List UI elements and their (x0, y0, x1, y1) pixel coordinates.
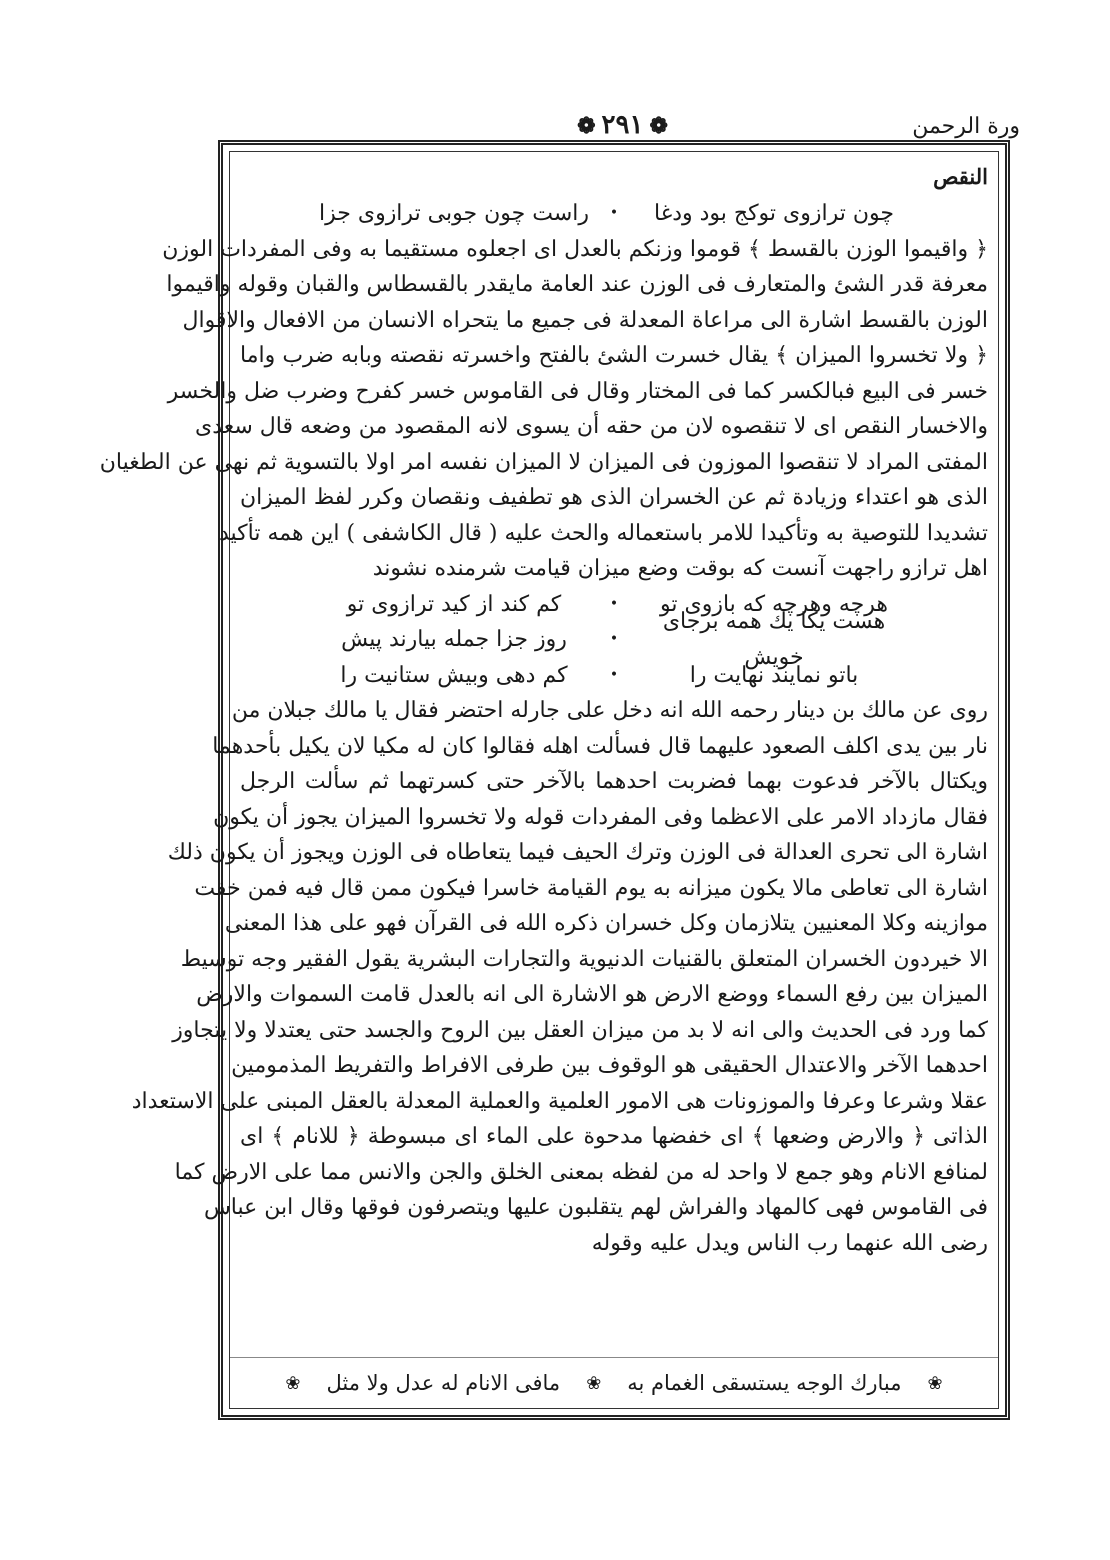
hemistich: كم دهى وبيش ستانيت را (340, 662, 568, 688)
text-line: فقال مازداد الامر على الاعظما وفى المفردات قوله ولا تخسروا الميزان يجوز أن يكون (213, 804, 988, 830)
text-line: اهل ترازو راجهت آنست كه بوقت وضع ميزان قيامت شرمنده نشوند (372, 556, 988, 581)
text-line: كما ورد فى الحديث والى انه لا بد من ميزان العقل بين الروح والجسد حتى يعتدلا ولا يتجاوز (172, 1017, 988, 1043)
verse-couplet (240, 658, 988, 694)
hemistich: هست يكا يك همه برجاى خويش (662, 609, 886, 670)
hemistich: هرچه وهرچه كه بازوى تو (660, 591, 888, 617)
hemistich: كم كند از كيد ترازوى تو (346, 591, 562, 617)
text-line: موازينه وكلا المعنيين يتلازمان وكل خسران ذكره الله فى القرآن فهو على هذا المعنى (224, 911, 988, 936)
text-line: معرفة قدر الشئ والمتعارف فى الوزن عند العامة مايقدر بالقسطاس والقبان وقوله واقيموا (166, 272, 988, 297)
text-line: روى عن مالك بن دينار رحمه الله انه دخل على جارله احتضر فقال يا مالك جبلان من (231, 698, 988, 723)
text-line: الميزان بين رفع السماء ووضع الارض هو الاشارة الى انه بالعدل قامت السموات والارض (196, 982, 988, 1007)
text-line: الا خيردون الخسران المتعلق بالقنيات الدنيوية والتجارات البشرية يقول الفقير وجه توسيط (180, 946, 988, 972)
text-line: رضى الله عنهما رب الناس ويدل عليه وقوله (591, 1230, 988, 1256)
verse-separator-icon: • (609, 205, 619, 221)
text-line: تشديدا للتوصية به وتأكيدا للامر باستعماله والحث عليه ( قال الكاشفى ) اين همه تأكيد (218, 520, 988, 546)
text-line: الذاتى ﴿ والارض وضعها ﴾ اى خفضها مدحوة على الماء اى مبسوطة ﴿ للانام ﴾ اى (240, 1124, 988, 1149)
ornament-icon: ❁ (649, 113, 668, 139)
ornament-icon: ❁ (577, 113, 596, 139)
page-number-text: ٢٩١ (601, 110, 644, 140)
flower-ornament-icon: ❀ (285, 1372, 301, 1394)
text-line: نار بين يدى اكلف الصعود عليهما قال فسألت اهله فقالوا كان له مكيا لان يكيل بأحدهما (212, 733, 988, 759)
hemistich: روز جزا جمله بيارند پيش (341, 627, 567, 652)
verse-separator-icon: • (609, 666, 619, 683)
text-line: اشارة الى تعاطى مالا يكون ميزانه به يوم القيامة خاسرا فيكون ممن قال فيه فمن خفت (194, 875, 988, 901)
verse-couplet (240, 196, 988, 232)
text-line: لمنافع الانام وهو جمع لا واحد له من لفظه بمعنى الخلق والجن والانس مما على الارض كما (174, 1159, 988, 1185)
flower-ornament-icon: ❀ (586, 1372, 602, 1394)
text-line: الوزن بالقسط اشارة الى مراعاة المعدلة فى جميع ما يتحراه الانسان من الافعال والاقوال (182, 307, 988, 333)
verse-separator-icon: • (609, 595, 619, 612)
page-frame (99, 140, 1010, 1420)
page-number (225, 110, 1020, 140)
verse-separator-icon: • (609, 631, 619, 647)
text-line: ﴿ واقيموا الوزن بالقسط ﴾ قوموا وزنكم بالعدل اى اجعلوه مستقيما به وفى المفردات الوزن (162, 236, 988, 262)
running-title: ورة الرحمن (912, 114, 1020, 139)
text-line: اشارة الى تحرى العدالة فى الوزن وترك الحيف فيما يتعاطاه فى الوزن ويجوز أن يكون ذلك (167, 840, 988, 865)
hemistich: باتو نمايند نهايت را (689, 662, 859, 688)
hemistich: چون ترازوی توكج بود ودغا (653, 201, 894, 226)
text-block (99, 151, 999, 1409)
footer-verse (230, 1357, 998, 1408)
text-line: ويكتال بالآخر فدعوت بهما فضربت احدهما بالآخر حتى كسرتهما ثم سألت الرجل (240, 769, 988, 794)
text-line: خسر فى البيع فبالكسر كما فى المختار وقال فى القاموس خسر كفرح وضرب ضل والخسر (167, 378, 988, 404)
flower-ornament-icon: ❀ (927, 1372, 943, 1394)
text-line: والاخسار النقص اى لا تنقصوه لان من حقه أن يسوى لانه المقصود من وضعه قال سعدى (195, 414, 988, 439)
text-line: احدهما الآخر والاعتدال الحقيقى هو الوقوف بين طرفى الافراط والتفريط المذمومين (231, 1053, 988, 1078)
hemistich: مافى الانام له عدل ولا مثل (326, 1371, 561, 1395)
text-line: الذى هو اعتداء وزيادة ثم عن الخسران الذى هو تطفيف ونقصان وكرر لفظ الميزان (240, 485, 988, 510)
hemistich: مبارك الوجه يستسقى الغمام به (627, 1371, 902, 1395)
text-line: عقلا وشرعا وعرفا والموزونات هى الامور العلمية والعملية المعدلة بالعقل المبنى على الاستعداد (131, 1088, 988, 1114)
text-line: فى القاموس فهى كالمهاد والفراش لهم يتقلبون عليها ويتصرفون فوقها وقال ابن عباس (203, 1195, 988, 1220)
hemistich: راست چون جوبی ترازوی جزا (319, 201, 589, 226)
text-line: ﴿ ولا تخسروا الميزان ﴾ يقال خسرت الشئ بالفتح واخسرته نقصته وبابه ضرب واما (240, 343, 988, 368)
verse-couplet (240, 609, 988, 670)
text-line: المفتى المراد لا تنقصوا الموزون فى الميزان لا الميزان نفسه امر اولا بالتسوية ثم نهى عن الطغيان (99, 449, 988, 475)
section-title: النقص (933, 164, 988, 189)
